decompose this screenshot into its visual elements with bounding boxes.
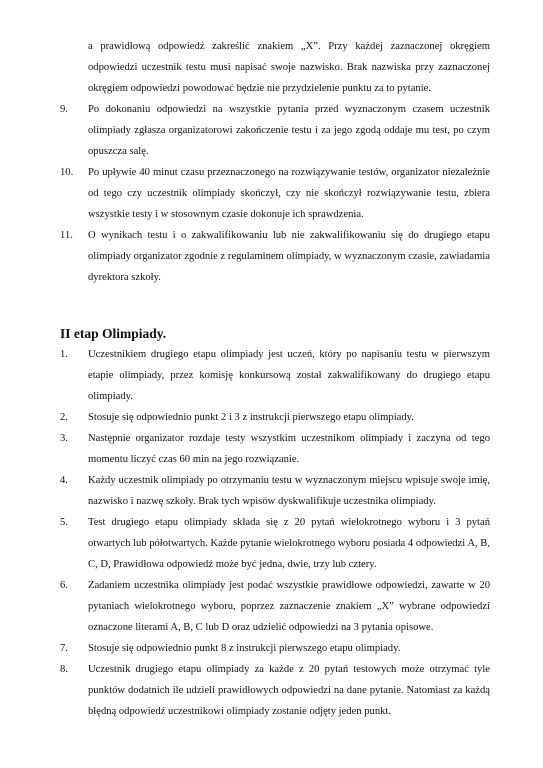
list-item-text: Następnie organizator rozdaje testy wszystkim uczestnikom olimpiady i zaczyna od tego momentu liczyć czas 60 min na jego rozwiązanie. — [88, 433, 490, 465]
document-page — [60, 36, 490, 722]
list-item-text: Uczestnikiem drugiego etapu olimpiady jest uczeń, który po napisaniu testu w pierwszym etapie olimpiady, przez komisję konkursową został zakwalifikowany do drugiego etapu olimpiady. — [88, 349, 490, 402]
list-item-text: O wynikach testu i o zakwalifikowaniu lub nie zakwalifikowaniu się do drugiego etapu olimpiady organizator zgodnie z regulaminem olimpiady, w wyznaczonym czasie, zawiadamia dyrektora szkoły. — [88, 230, 490, 283]
list-item-number: 2. — [60, 412, 68, 423]
list-item-number: 4. — [60, 475, 68, 486]
stage2-list — [60, 344, 490, 722]
list-item-number: 8. — [60, 664, 68, 675]
list-item — [60, 162, 490, 225]
list-item-text: Po upływie 40 minut czasu przeznaczonego na rozwiązywanie testów, organizator niezależnie od tego czy uczestnik olimpiady skończył, czy nie skończył rozwiązywanie testu, zbiera wszystkie testy i w stosownym czasie dokonuje ich sprawdzenia. — [88, 167, 490, 220]
list-item-text: Test drugiego etapu olimpiady składa się z 20 pytań wielokrotnego wyboru i 3 pytań otwartych lub półotwartych. Każde pytanie wielokrotnego wyboru posiada 4 odpowiedzi A, B, C, D, Prawidłowa odpowiedź może być jedna, dwie, trzy lub cztery. — [88, 517, 490, 570]
list-item — [60, 638, 490, 659]
list-item-text: Po dokonaniu odpowiedzi na wszystkie pytania przed wyznaczonym czasem uczestnik olimpiady zgłasza organizatorowi zakończenie testu i za jego zgodą oddaje mu test, po czym opuszcza salę. — [88, 104, 490, 157]
stage1-list — [60, 99, 490, 288]
list-item-number: 10. — [60, 167, 74, 178]
continuation-paragraph: a prawidłową odpowiedź zakreślić znakiem „X”. Przy każdej zaznaczonej okręgiem odpowiedzi uczestnik testu musi napisać swoje nazwisko. Brak nazwiska przy zaznaczonej okręgiem odpowiedzi powodować będzie nie przydzielenie punktu za to pytanie. — [88, 41, 490, 94]
list-item-number: 7. — [60, 643, 68, 654]
list-item-number: 6. — [60, 580, 68, 591]
list-item-number: 1. — [60, 349, 68, 360]
list-item — [60, 470, 490, 512]
list-item-text: Stosuje się odpowiednio punkt 8 z instrukcji pierwszego etapu olimpiady. — [88, 643, 401, 654]
list-item — [60, 407, 490, 428]
list-item-number: 3. — [60, 433, 68, 444]
list-item-text: Zadaniem uczestnika olimpiady jest podać wszystkie prawidłowe odpowiedzi, zawarte w 20 pytaniach wielokrotnego wyboru, poprzez zaznaczenie znakiem „X” wybrane odpowiedzi oznaczone literami A, B, C lub D oraz udzielić odpowiedzi na 3 pytania opisowe. — [88, 580, 490, 633]
list-item — [60, 99, 490, 162]
list-item — [60, 659, 490, 722]
list-item-number: 11. — [60, 230, 73, 241]
list-item-number: 9. — [60, 104, 68, 115]
list-item — [60, 575, 490, 638]
list-item-number: 5. — [60, 517, 68, 528]
section-heading: II etap Olimpiady. — [60, 326, 167, 341]
list-item — [60, 512, 490, 575]
list-item — [60, 344, 490, 407]
list-item-text: Uczestnik drugiego etapu olimpiady za każde z 20 pytań testowych może otrzymać tyle punktów dodatnich ile udzieli prawidłowych odpowiedzi na dane pytanie. Natomiast za każdą błędną odpowiedź uczestnikowi olimpiady zostanie odjęty jeden punkt. — [88, 664, 490, 717]
list-item — [60, 225, 490, 288]
list-item — [60, 428, 490, 470]
list-item-text: Stosuje się odpowiednio punkt 2 i 3 z instrukcji pierwszego etapu olimpiady. — [88, 412, 414, 423]
list-item-text: Każdy uczestnik olimpiady po otrzymaniu testu w wyznaczonym miejscu wpisuje swoje imię, nazwisko i nazwę szkoły. Brak tych wpisów dyskwalifikuje uczestnika olimpiady. — [88, 475, 490, 507]
